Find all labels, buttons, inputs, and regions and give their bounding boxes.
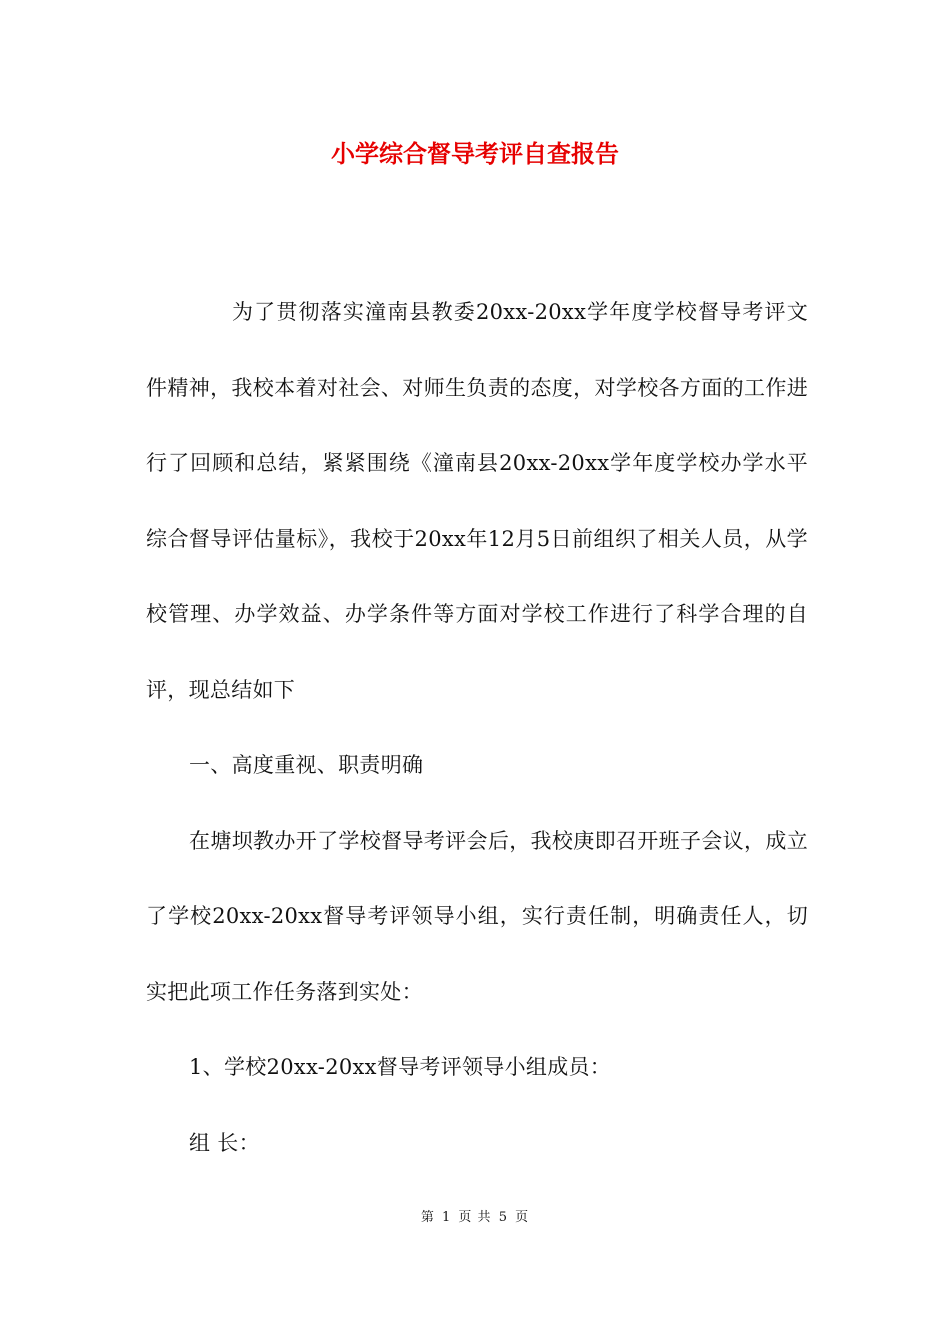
footer-total-pages: 5 [498,1210,508,1225]
page-footer [0,1208,950,1228]
list-item-heading: 1、学校20xx-20xx督导考评领导小组成员： [189,1055,612,1079]
body-paragraph: 在塘坝教办开了学校督导考评会后，我校庚即召开班子会议，成立了学校20xx-20xx督导考评领导小组，实行责任制，明确责任人，切实把此项工作任务落到实处： [146,828,808,1004]
footer-prefix: 第 [420,1210,435,1225]
footer-middle: 页 共 [458,1210,492,1225]
intro-paragraph: 为了贯彻落实潼南县教委20xx-20xx学年度学校督导考评文件精神，我校本着对社会、对师生负责的态度，对学校各方面的工作进行了回顾和总结，紧紧围绕《潼南县20xx-20xx学年度学校办学水平综合督导评估量标》，我校于20xx年12月5日前组织了相关人员，从学校管理、办学效益、办学条件等方面对学校工作进行了科学合理的自评，现总结如下 [146,300,808,702]
document-title: 小学综合督导考评自查报告 [331,139,619,168]
footer-current-page: 1 [442,1210,452,1225]
footer-suffix: 页 [515,1210,530,1225]
document-body [146,275,808,1181]
section-heading: 一、高度重视、职责明确 [189,753,424,777]
group-leader-line: 组 长： [189,1130,260,1155]
